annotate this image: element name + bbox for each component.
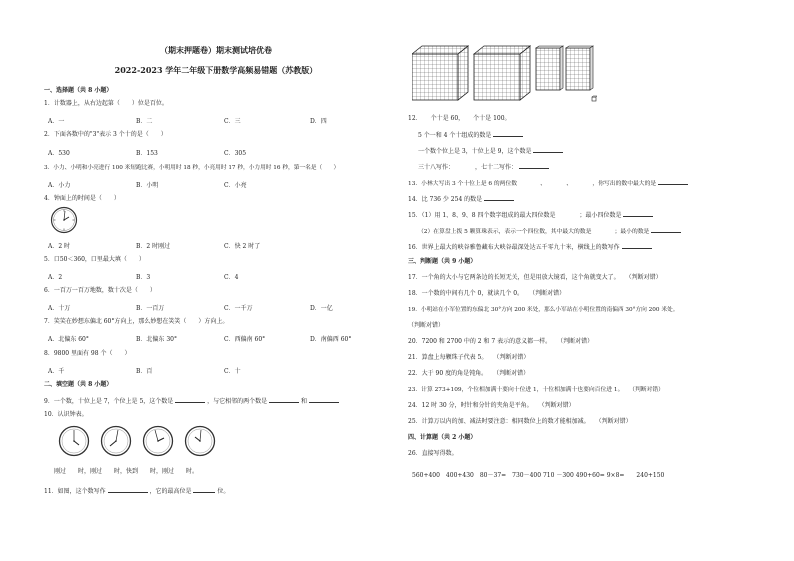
q1-option-a: A．一 [48,118,65,125]
q6-option-d: D．一亿 [310,305,333,312]
doc-subtitle: 2022-2023 学年二年级下册数学高频易错题（苏教版） [114,65,318,75]
q2-option-a: A．530 [48,150,70,157]
q6-option-b: B．一百万 [136,305,165,312]
q11-blank-1[interactable] [108,487,148,493]
doc-title: （期末押题卷）期末测试培优卷 [160,45,272,55]
question-4: 4．钟面上的时间是（ ） [44,195,120,202]
q13-text: 13．小林大写出 3 个十位上是 6 的两位数 、 、 ，你写出的数中最大的是 [408,181,657,187]
question-3: 3．小力、小明和小亮进行 100 米短跑比赛，小明用时 18 秒，小亮用时 17 秒，小力用时 16 秒，第一名是（ ） [44,165,340,171]
q12d-blank[interactable] [519,163,549,169]
question-9 [44,397,339,406]
q5-option-b: B．3 [136,274,151,281]
q15a-blank[interactable] [623,211,653,217]
section-fill-heading: 二、填空题（共 8 小题） [44,381,113,388]
question-24: 24．12 时 30 分，时针和分针的夹角是平角。 （判断对错） [408,402,575,409]
q8-option-b: B．百 [136,368,153,375]
q5-option-c: C．4 [224,274,239,281]
q13-blank[interactable] [658,179,688,185]
question-12d [418,163,549,172]
q3-option-c: C．小亮 [224,182,247,189]
question-22: 22．大于 90 度的角是钝角。 （判断对错） [408,370,530,377]
q6-option-a: A．十万 [48,305,71,312]
question-5: 5．口50＜360，口里最大填（ ） [44,256,145,263]
question-19: 19．小明站在小军位置的东偏北 30°方向 200 米处，那么小军站在小明位置的南偏西 30°方向 200 米处。 [408,307,679,313]
number-blocks-figure [412,44,612,110]
question-7: 7．笑笑在妙想东偏北 60°方向上，那么妙想在笑笑（ ）方向上。 [44,318,229,325]
question-16 [408,243,652,252]
calc-row: 560+400 400+430 80－37= 730－400 710 －300 490+60= 9×8= 240+150 [412,472,665,479]
q4-option-a: A．2 时 [48,243,71,250]
q11-unit: 位。 [217,488,230,495]
q11-blank-2[interactable] [193,487,215,493]
question-19b: （判断对错） [408,322,445,329]
clock-caption: 刚过 时，刚过 时，快到 时，刚过 时。 [54,468,199,475]
section-judge-heading: 三、判断题（共 9 小题） [408,258,477,265]
q14-blank[interactable] [484,195,514,201]
question-17: 17．一个角的大小与它两条边的长短无关，但是用放大镜看，这个角就变大了。 （判断对错） [408,274,662,281]
q8-option-a: A．千 [48,368,65,375]
question-6: 6．一百万一百万地数，数十次是（ ） [44,287,156,294]
q2-option-c: C．305 [224,150,247,157]
q12d-text: 三十八写作： ，七十二写作： [418,164,518,171]
q3-option-b: B．小明 [136,182,159,189]
q15b-blank[interactable] [651,227,681,233]
q9-text: 9．一个数，十位上是 7，个位上是 5，这个数是 [44,398,174,405]
q7-option-c: C．西偏南 60° [224,336,266,343]
q12b-text: 5 个一和 4 个十组成的数是 [418,132,492,139]
q15b-text: （2）在算盘上拨 5 颗算珠表示，表示一个四位数，其中最大的数是 ；最小的数是 [418,229,650,235]
q8-option-c: C．十 [224,368,241,375]
section-calc-heading: 四、计算题（共 2 小题） [408,434,477,441]
question-2: 2．下面各数中的"3"表示 3 个十的是（ ） [44,131,167,138]
question-20: 20．7200 和 2700 中的 2 和 7 表示的意义都一样。 （判断对错） [408,338,594,345]
question-12c [418,147,563,156]
q12c-text: 一个数个位上是 3，十位上是 9，这个数是 [418,148,532,155]
question-18: 18．一个数的中间有几个 0，就读几个 0。 （判断对错） [408,290,566,297]
q12b-blank[interactable] [493,131,523,137]
q2-option-b: B．153 [136,150,158,157]
q16-blank[interactable] [622,243,652,249]
q6-option-c: C．一千万 [224,305,253,312]
clock-row-icon [58,425,258,459]
q9-blank-3[interactable] [309,397,339,403]
section-choice-heading: 一、选择题（共 8 小题） [44,87,113,94]
q11-tail: ，它的最高位是 [149,488,192,495]
question-14 [408,195,514,204]
question-12a: 12． 个十是 60， 个十是 100。 [408,115,511,122]
question-23: 23．计算 273+109，个位相加满十要向十位进 1，十位相加满十也要向百位进 1。 （判断对错） [408,387,664,393]
q9-blank-2[interactable] [269,397,299,403]
question-13 [408,179,688,188]
clock-icon [50,206,78,234]
q7-option-a: A．北偏东 60° [48,336,89,343]
q5-option-a: A．2 [48,274,63,281]
q11-text: 11．如图，这个数写作 [44,488,106,495]
q4-option-c: C．快 2 时了 [224,243,261,250]
question-10: 10．认识钟表。 [44,411,88,418]
q3-option-a: A．小力 [48,182,71,189]
question-25: 25．计算万以内的加、减法时要注意：相同数位上的数才能相加减。 （判断对错） [408,418,632,425]
q14-text: 14．比 736 少 254 的数是 [408,196,483,203]
q9-blank-1[interactable] [175,397,205,403]
q1-option-d: D．四 [310,118,327,125]
question-1: 1．计数器上，从右边起第（ ）位是百位。 [44,100,168,107]
question-21: 21．算盘上每颗珠子代表 5。 （判断对错） [408,354,530,361]
q4-option-b: B．2 时刚过 [136,243,171,250]
q1-option-b: B．二 [136,118,153,125]
question-12b [418,131,523,140]
q9-and: 和 [300,398,307,405]
q7-option-d: D．南偏西 60° [310,336,352,343]
q7-option-b: B．北偏东 30° [136,336,177,343]
q1-option-c: C．三 [224,118,241,125]
question-11 [44,487,229,496]
question-15b [418,227,681,236]
question-26: 26．直接写得数。 [408,450,458,457]
q9-tail: ，与它相邻的两个数是 [207,398,268,405]
q12c-blank[interactable] [533,147,563,153]
q16-text: 16．世界上最大的峡谷雅鲁藏布大峡谷最深处达五千零九十米，横线上的数写作 [408,244,620,251]
question-8: 8．9800 里面有 98 个（ ） [44,350,131,357]
q15a-text: 15．（1）用 1、8、9、8 四个数字组成的最大四位数是 ；最小四位数是 [408,212,622,219]
question-15a [408,211,653,220]
